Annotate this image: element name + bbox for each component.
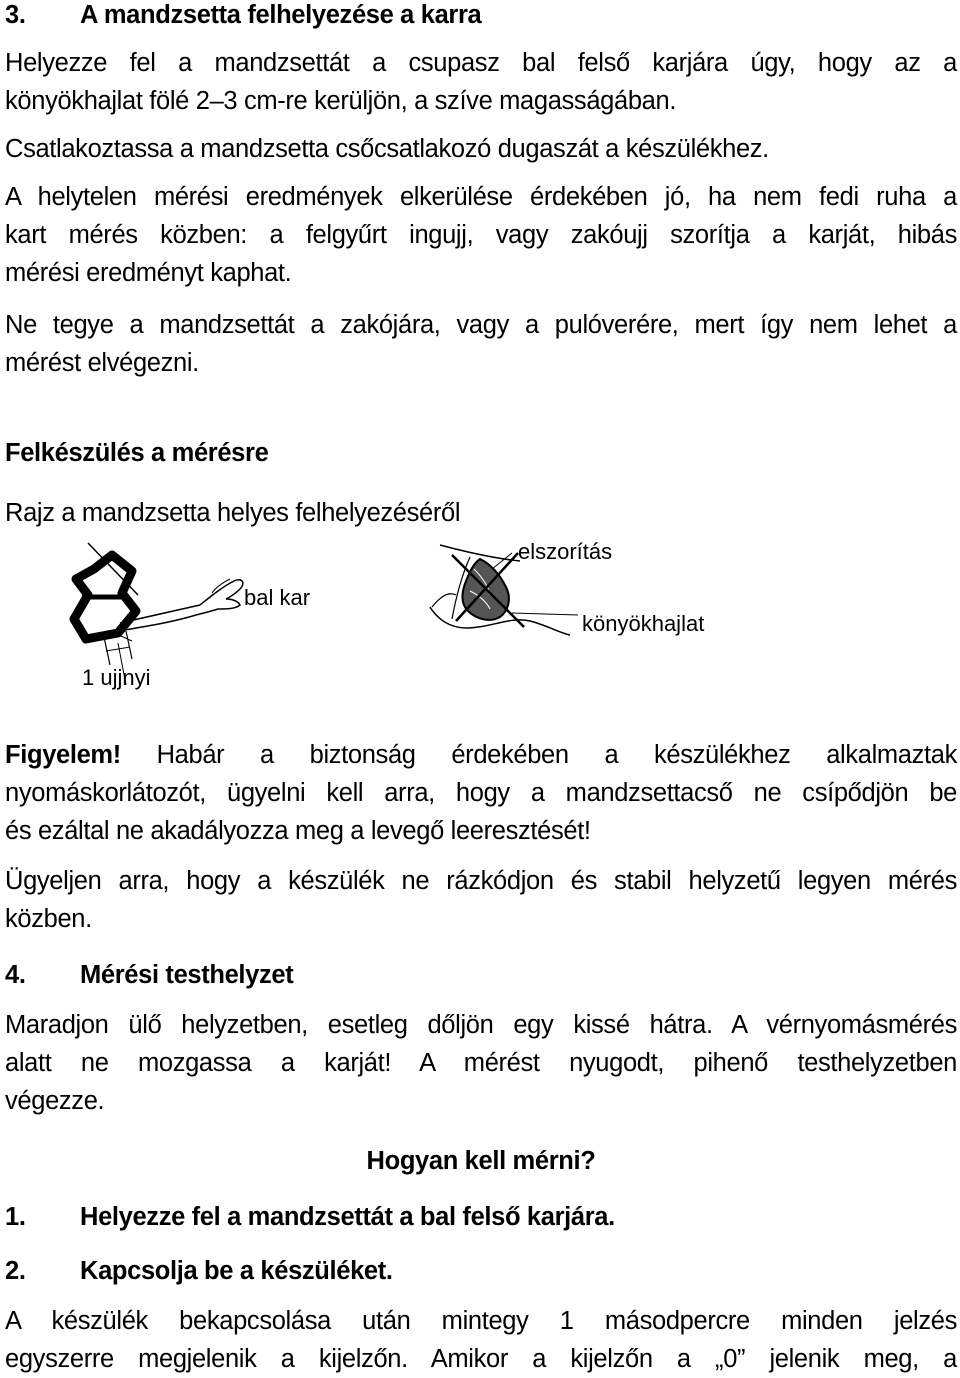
- section-title: Mérési testhelyzet: [80, 961, 294, 989]
- paragraph-line: Maradjon ülő helyzetben, esetleg dőljön egy kissé hátra. A vérnyomásmérés: [5, 1011, 957, 1039]
- paragraph-line: mérést elvégezni.: [5, 349, 199, 377]
- paragraph-line: Csatlakoztassa a mandzsetta csőcsatlakozó dugaszát a készülékhez.: [5, 135, 769, 163]
- paragraph-line: és ezáltal ne akadályozza meg a levegő leeresztését!: [5, 817, 591, 845]
- label-one-finger: 1 ujjnyi: [82, 665, 151, 690]
- step-2: [5, 1252, 957, 1290]
- step-text: Kapcsolja be a készüléket.: [80, 1257, 393, 1285]
- warning-lead: Figyelem!: [5, 741, 121, 769]
- section-4-heading: [5, 956, 957, 994]
- paragraph-line: könyökhajlat fölé 2–3 cm-re kerüljön, a szíve magasságában.: [5, 87, 677, 115]
- paragraph-line: alatt ne mozgassa a karját! A mérést nyugodt, pihenő testhelyzetben: [5, 1049, 957, 1077]
- cuff-placement-figure: [0, 535, 960, 705]
- paragraph-line: közben.: [5, 905, 92, 933]
- warning-text: Habár a biztonság érdekében a készülékhez alkalmaztak: [120, 741, 957, 769]
- step-number: 2.: [5, 1257, 26, 1285]
- section-number: 4.: [5, 961, 26, 989]
- section-title: A mandzsetta felhelyezése a karra: [80, 1, 482, 29]
- section-number: 3.: [5, 1, 26, 29]
- warning-line: [5, 736, 957, 774]
- prep-heading: Felkészülés a mérésre: [5, 439, 269, 467]
- paragraph-line: mérési eredményt kaphat.: [5, 259, 292, 287]
- section-3-heading: [5, 0, 957, 34]
- label-squeeze: elszorítás: [518, 539, 613, 564]
- paragraph-line: Helyezze fel a mandzsettát a csupasz bal felső karjára úgy, hogy az a: [5, 49, 957, 77]
- step-text: Helyezze fel a mandzsettát a bal felső karjára.: [80, 1203, 615, 1231]
- paragraph-line: nyomáskorlátozót, ügyelni kell arra, hogy a mandzsettacső ne csípődjön be: [5, 779, 957, 807]
- paragraph-line: A készülék bekapcsolása után mintegy 1 másodpercre minden jelzés: [5, 1307, 957, 1335]
- paragraph-line: Ne tegye a mandzsettát a zakójára, vagy a pulóverére, mert így nem lehet a: [5, 311, 957, 339]
- figure-caption: Rajz a mandzsetta helyes felhelyezéséről: [5, 499, 461, 527]
- label-elbow: könyökhajlat: [582, 611, 705, 636]
- paragraph-line: kart mérés közben: a felgyűrt ingujj, vagy zakóujj szorítja a karját, hibás: [5, 221, 957, 249]
- paragraph-line: egyszerre megjelenik a kijelzőn. Amikor a kijelzőn a „0” jelenik meg, a: [5, 1345, 957, 1373]
- step-number: 1.: [5, 1203, 26, 1231]
- correct-placement-drawing: [74, 543, 243, 685]
- paragraph-line: Ügyeljen arra, hogy a készülék ne rázkódjon és stabil helyzetű legyen mérés: [5, 867, 957, 895]
- label-left-arm: bal kar: [244, 585, 311, 610]
- howto-heading: Hogyan kell mérni?: [366, 1147, 596, 1175]
- paragraph-line: végezze.: [5, 1087, 105, 1115]
- paragraph-line: A helytelen mérési eredmények elkerülése érdekében jó, ha nem fedi ruha a: [5, 183, 957, 211]
- step-1: [5, 1198, 957, 1236]
